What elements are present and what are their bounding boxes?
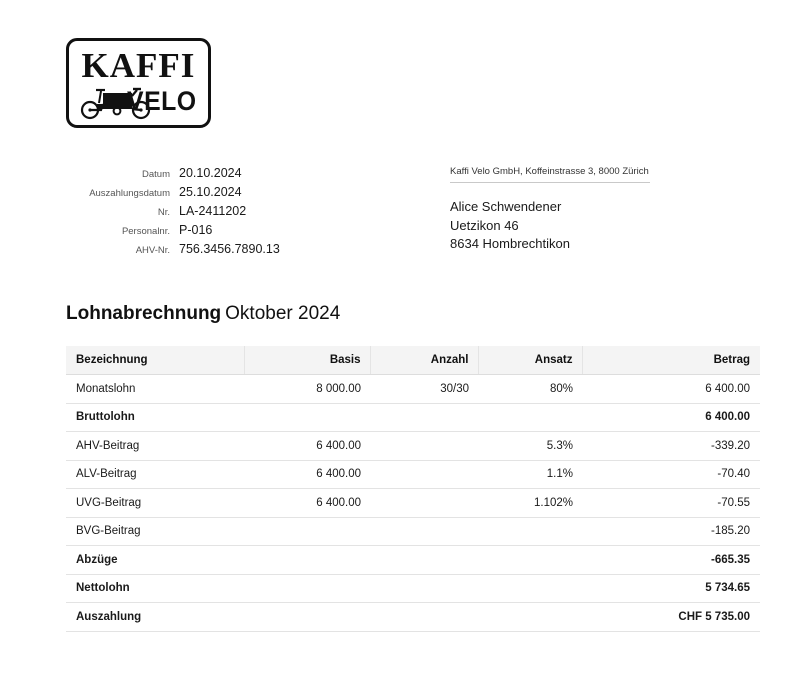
meta-value: LA-2411202: [179, 204, 247, 218]
table-header: [66, 346, 760, 375]
cell-betrag: 6 400.00: [582, 403, 760, 432]
table-row: [66, 375, 760, 404]
meta-row: [66, 166, 280, 182]
meta-value: 756.3456.7890.13: [179, 242, 280, 256]
column-header-basis: Basis: [244, 346, 370, 375]
cell-betrag: 5 734.65: [582, 574, 760, 603]
cell-betrag: 6 400.00: [582, 375, 760, 404]
cell-basis: [244, 603, 370, 632]
table-row: [66, 546, 760, 575]
cell-anzahl: [370, 432, 478, 461]
cell-anzahl: [370, 603, 478, 632]
table-row: [66, 460, 760, 489]
page-title: [66, 303, 340, 325]
cell-ansatz: [478, 546, 582, 575]
cell-anzahl: [370, 460, 478, 489]
recipient-city: 8634 Hombrechtikon: [450, 236, 570, 251]
page-title-period: Oktober 2024: [225, 303, 341, 324]
cell-bezeichnung: Nettolohn: [66, 574, 244, 603]
meta-label: Nr.: [157, 207, 170, 218]
meta-row: [66, 223, 280, 239]
meta-label: Personalnr.: [121, 226, 170, 237]
cell-betrag: -70.55: [582, 489, 760, 518]
cell-betrag: CHF 5 735.00: [582, 603, 760, 632]
recipient-address: [450, 198, 750, 254]
cell-bezeichnung: UVG-Beitrag: [66, 489, 244, 518]
meta-value: P-016: [179, 223, 213, 237]
payroll-table: [66, 346, 760, 632]
cell-basis: 6 400.00: [244, 489, 370, 518]
cell-anzahl: [370, 546, 478, 575]
cell-basis: [244, 403, 370, 432]
cell-betrag: -665.35: [582, 546, 760, 575]
table-row: [66, 517, 760, 546]
table-row: [66, 489, 760, 518]
cell-bezeichnung: Monatslohn: [66, 375, 244, 404]
column-header-anzahl: Anzahl: [370, 346, 478, 375]
meta-label: Datum: [142, 169, 170, 180]
cell-basis: [244, 574, 370, 603]
cell-ansatz: 1.102%: [478, 489, 582, 518]
cell-anzahl: [370, 489, 478, 518]
meta-value: 25.10.2024: [179, 185, 242, 199]
logo-wordmark-velo: VELO: [127, 86, 197, 116]
meta-row: [66, 242, 280, 258]
cell-ansatz: [478, 403, 582, 432]
cell-basis: [244, 517, 370, 546]
cell-bezeichnung: AHV-Beitrag: [66, 432, 244, 461]
table-row: [66, 574, 760, 603]
cell-anzahl: 30/30: [370, 375, 478, 404]
column-header-betrag: Betrag: [582, 346, 760, 375]
table-row: [66, 403, 760, 432]
sender-line: Kaffi Velo GmbH, Koffeinstrasse 3, 8000 Zürich: [450, 166, 650, 183]
cell-bezeichnung: Auszahlung: [66, 603, 244, 632]
cell-ansatz: 5.3%: [478, 432, 582, 461]
recipient-name: Alice Schwendener: [450, 199, 562, 214]
cell-basis: 6 400.00: [244, 460, 370, 489]
meta-label: AHV-Nr.: [135, 245, 170, 256]
column-header-ansatz: Ansatz: [478, 346, 582, 375]
table-header-row: [66, 346, 760, 375]
cell-basis: 8 000.00: [244, 375, 370, 404]
address-block: [450, 166, 750, 254]
cell-ansatz: 80%: [478, 375, 582, 404]
page-title-strong: Lohnabrechnung: [66, 303, 222, 324]
meta-label: Auszahlungsdatum: [89, 188, 170, 199]
table-body: [66, 375, 760, 632]
cell-ansatz: [478, 517, 582, 546]
table-row: [66, 603, 760, 632]
document-meta: [66, 166, 280, 261]
meta-value: 20.10.2024: [179, 166, 242, 180]
column-header-bezeichnung: Bezeichnung: [66, 346, 244, 375]
cell-ansatz: [478, 603, 582, 632]
logo-wordmark-kaffi: KAFFI: [81, 46, 196, 85]
cell-bezeichnung: Bruttolohn: [66, 403, 244, 432]
cell-betrag: -185.20: [582, 517, 760, 546]
cell-ansatz: 1.1%: [478, 460, 582, 489]
table-row: [66, 432, 760, 461]
meta-row: [66, 185, 280, 201]
cell-ansatz: [478, 574, 582, 603]
meta-row: [66, 204, 280, 220]
cell-bezeichnung: Abzüge: [66, 546, 244, 575]
cell-bezeichnung: ALV-Beitrag: [66, 460, 244, 489]
cell-betrag: -339.20: [582, 432, 760, 461]
cell-anzahl: [370, 517, 478, 546]
company-logo: [66, 38, 211, 128]
cell-anzahl: [370, 574, 478, 603]
cell-basis: 6 400.00: [244, 432, 370, 461]
cell-bezeichnung: BVG-Beitrag: [66, 517, 244, 546]
cell-betrag: -70.40: [582, 460, 760, 489]
cell-basis: [244, 546, 370, 575]
recipient-street: Uetzikon 46: [450, 217, 519, 233]
cell-anzahl: [370, 403, 478, 432]
